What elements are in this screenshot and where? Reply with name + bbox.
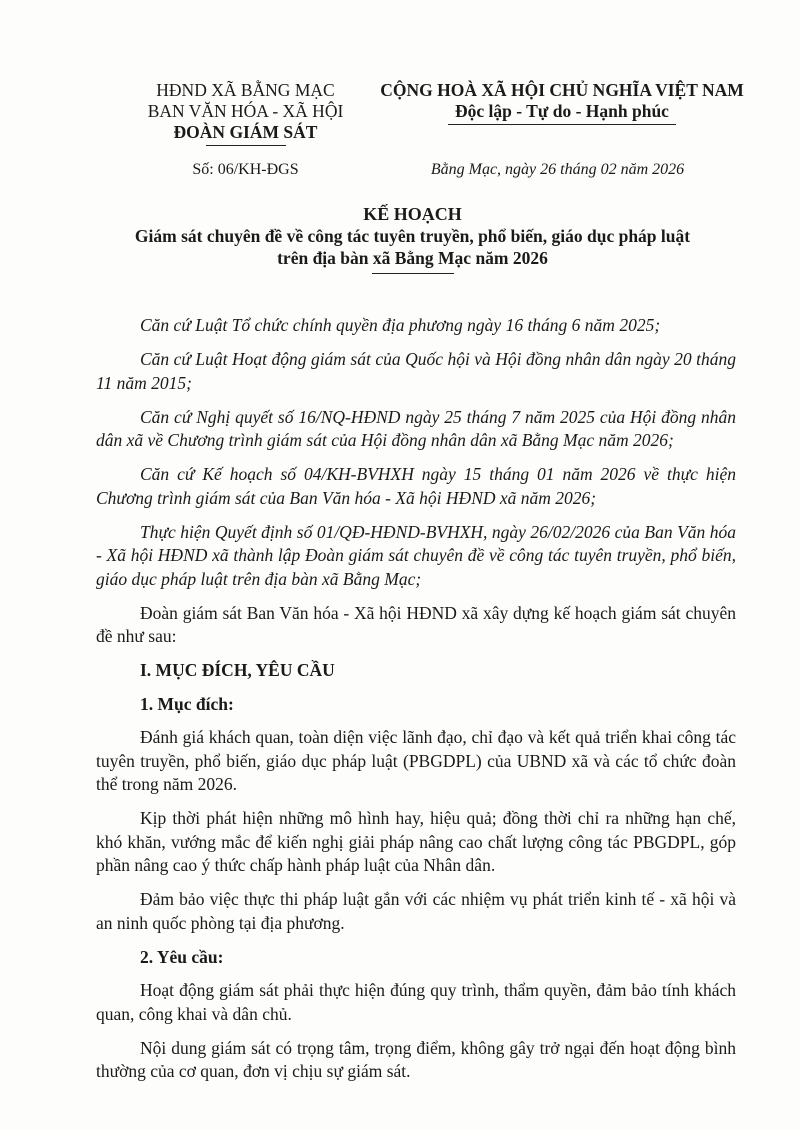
place-and-date: Bằng Mạc, ngày 26 tháng 02 năm 2026: [430, 161, 685, 178]
motto-underline: [448, 124, 676, 125]
national-motto-block: [372, 80, 752, 125]
agency-council: HĐND XÃ BẰNG MẠC: [156, 80, 335, 100]
purpose-paragraph-1: Đánh giá khách quan, toàn diện việc lãnh đạo, chỉ đạo và kết quả triển khai công tác tuyên truyền, phổ biến, giáo dục pháp luật (PBGDPL) của UBND xã và các tổ chức đoàn thể trong năm 2026.: [96, 727, 736, 794]
legal-basis-4: Căn cứ Kế hoạch số 04/KH-BVHXH ngày 15 tháng 01 năm 2026 về thực hiện Chương trình giám sát của Ban Văn hóa - Xã hội HĐND xã năm 2026;: [96, 464, 736, 508]
legal-basis-5: Thực hiện Quyết định số 01/QĐ-HĐND-BVHXH, ngày 26/02/2026 của Ban Văn hóa - Xã hội HĐND xã thành lập Đoàn giám sát chuyên đề về công tác tuyên truyền, phổ biến, giáo dục pháp luật trên địa bàn xã Bằng Mạc;: [96, 521, 736, 589]
document-title: KẾ HOẠCH: [363, 204, 462, 224]
legal-basis-2: Căn cứ Luật Hoạt động giám sát của Quốc hội và Hội đồng nhân dân ngày 20 tháng 11 năm 2015;: [96, 349, 736, 393]
document-subtitle-line1: Giám sát chuyên đề về công tác tuyên truyền, phổ biến, giáo dục pháp luật: [134, 226, 691, 246]
purpose-paragraph-3: Đảm bảo việc thực thi pháp luật gắn với các nhiệm vụ phát triển kinh tế - xã hội và an ninh quốc phòng tại địa phương.: [96, 889, 736, 933]
document-subtitle-line2: trên địa bàn xã Bằng Mạc năm 2026: [277, 248, 548, 268]
title-underline: [372, 273, 454, 274]
document-number: Số: 06/KH-ĐGS: [192, 161, 299, 178]
agency-underline: [206, 145, 286, 146]
issuing-agency-block: [118, 80, 373, 146]
agency-committee: BAN VĂN HÓA - XÃ HỘI: [147, 101, 344, 121]
legal-basis-1: Căn cứ Luật Tổ chức chính quyền địa phương ngày 16 tháng 6 năm 2025;: [140, 315, 661, 335]
national-motto: Độc lập - Tự do - Hạnh phúc: [455, 101, 669, 121]
purpose-paragraph-2: Kịp thời phát hiện những mô hình hay, hiệu quả; đồng thời chỉ ra những hạn chế, khó khăn, vướng mắc để kiến nghị giải pháp nâng cao chất lượng công tác PBGDPL, góp phần nâng cao ý thức chấp hành pháp luật của Nhân dân.: [96, 808, 736, 875]
intro-paragraph: Đoàn giám sát Ban Văn hóa - Xã hội HĐND xã xây dựng kế hoạch giám sát chuyên đề như sau:: [96, 602, 736, 646]
requirement-paragraph-2: Nội dung giám sát có trọng tâm, trọng điểm, không gây trở ngại đến hoạt động bình thường của cơ quan, đơn vị chịu sự giám sát.: [96, 1037, 736, 1081]
document-body: [96, 314, 736, 1094]
document-title-block: [90, 203, 735, 274]
country-name: CỘNG HOÀ XÃ HỘI CHỦ NGHĨA VIỆT NAM: [380, 80, 744, 100]
subheading-purpose: 1. Mục đích:: [140, 693, 234, 714]
agency-delegation: ĐOÀN GIÁM SÁT: [173, 122, 318, 142]
subheading-requirements: 2. Yêu cầu:: [140, 946, 224, 967]
requirement-paragraph-1: Hoạt động giám sát phải thực hiện đúng quy trình, thẩm quyền, đảm bảo tính khách quan, công khai và dân chủ.: [96, 980, 736, 1024]
legal-basis-3: Căn cứ Nghị quyết số 16/NQ-HĐND ngày 25 tháng 7 năm 2025 của Hội đồng nhân dân xã về Chương trình giám sát của Hội đồng nhân dân xã Bằng Mạc năm 2026;: [96, 406, 736, 450]
section-heading-purpose-requirements: I. MỤC ĐÍCH, YÊU CẦU: [140, 660, 335, 680]
